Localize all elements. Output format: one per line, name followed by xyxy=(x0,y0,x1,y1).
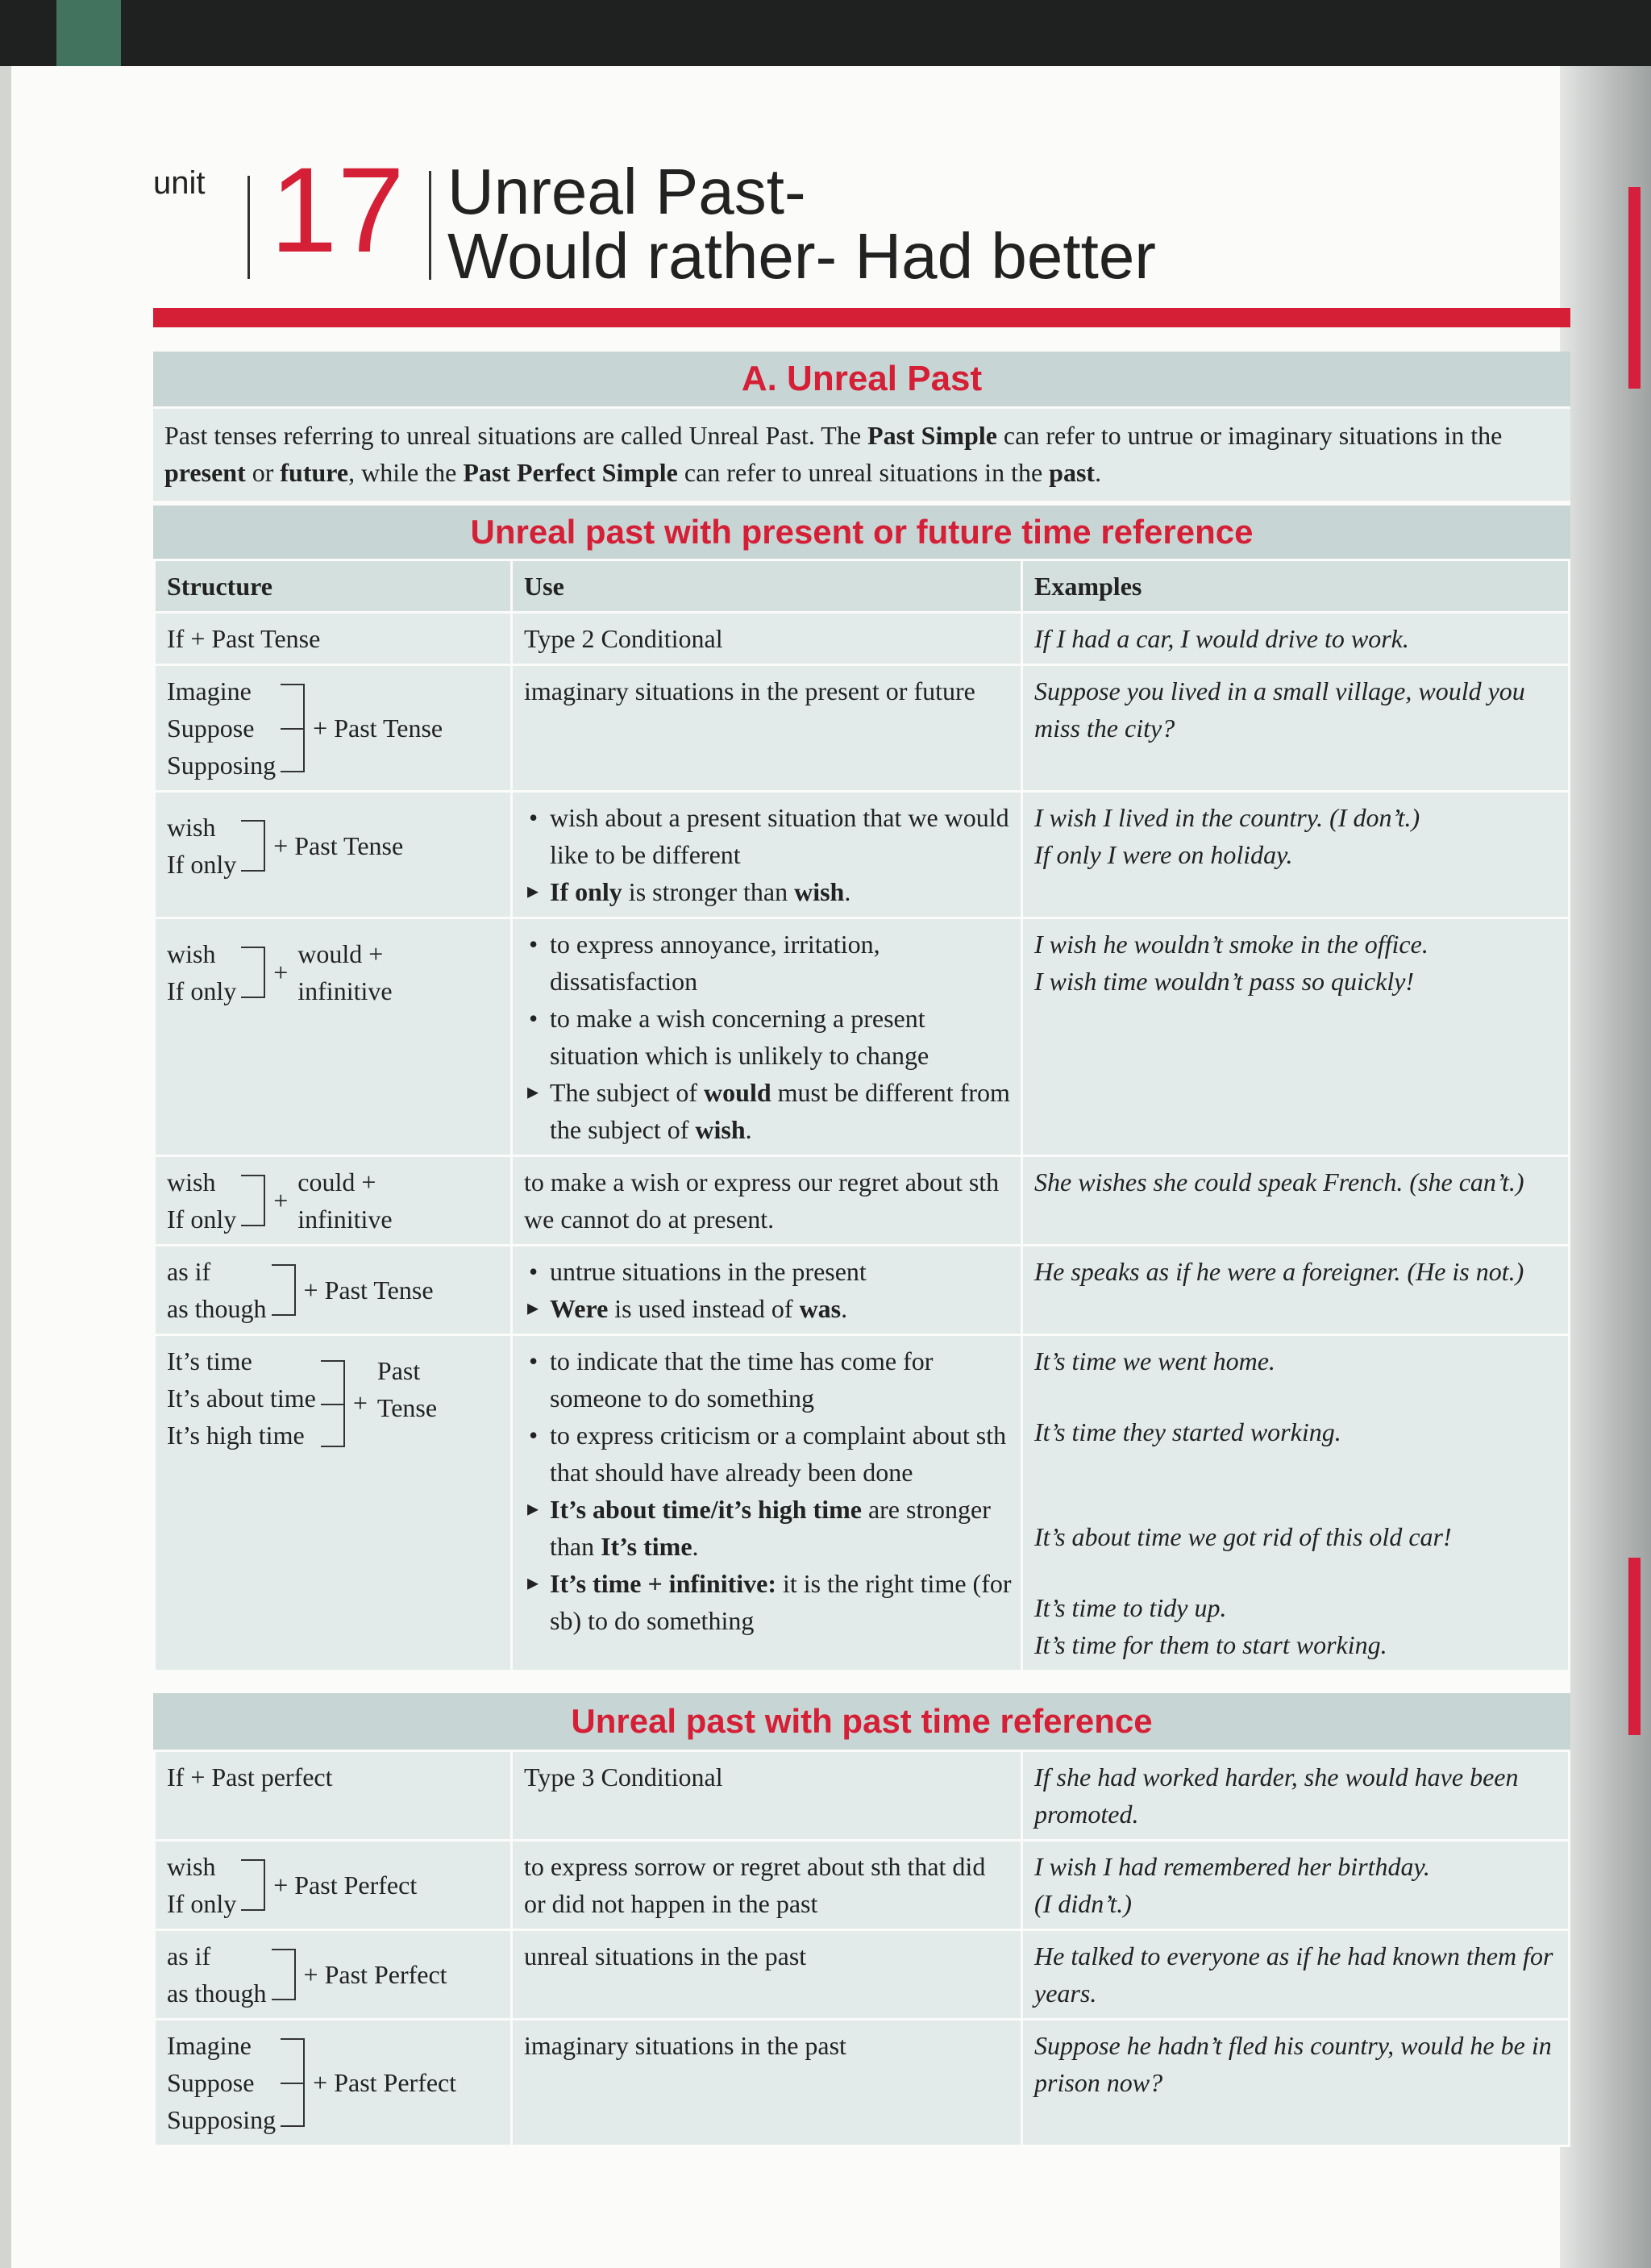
note-text: are stronger than xyxy=(550,1495,991,1561)
example-cell: Suppose he hadn’t fled his country, would he be in prison now? xyxy=(1022,2020,1570,2146)
structure-bracket-group xyxy=(167,1163,502,1238)
structure-word: Imagine xyxy=(167,2031,252,2060)
use-bullet: • to express criticism or a complaint about sth that should have already been done xyxy=(524,1417,1013,1491)
use-cell: to express sorrow or regret about sth that did or did not happen in the past xyxy=(512,1841,1022,1930)
structure-bracket-group xyxy=(167,672,502,784)
structure-bracket-group xyxy=(167,935,502,1009)
use-cell xyxy=(512,1335,1022,1671)
structure-word: If only xyxy=(167,850,237,879)
example-cell: If I had a car, I would drive to work. xyxy=(1022,613,1570,665)
col-header-examples: Examples xyxy=(1022,560,1570,613)
note-text: . xyxy=(692,1532,699,1561)
unit-divider-left xyxy=(247,176,250,279)
structure-word: It’s time xyxy=(167,1346,252,1375)
structure-cell xyxy=(155,1156,512,1246)
page-gutter-shadow xyxy=(1560,66,1651,2268)
intro-bold: past xyxy=(1049,458,1096,487)
table-past xyxy=(153,1750,1570,2147)
unit-content xyxy=(153,352,1570,2147)
note-bold: Were xyxy=(550,1294,609,1323)
intro-bold: Past Simple xyxy=(867,421,997,450)
plus-sign: + xyxy=(273,1186,289,1215)
example-cell xyxy=(1022,918,1570,1156)
structure-tense: + Past Tense xyxy=(273,831,404,860)
note-text: . xyxy=(844,877,851,906)
note-text: it is the right time (for sb) to do something xyxy=(550,1569,1012,1635)
section-a-heading: A. Unreal Past xyxy=(153,352,1570,406)
example-cell: If she had worked harder, she would have been promoted. xyxy=(1022,1751,1570,1841)
table-row xyxy=(155,918,1570,1156)
example-line: I wish he wouldn’t smoke in the office. xyxy=(1034,930,1429,959)
structure-bracket-group xyxy=(167,1342,502,1459)
example-cell xyxy=(1022,1841,1570,1930)
bracket-shape xyxy=(241,1175,265,1226)
use-bullet: • untrue situations in the present xyxy=(524,1253,1013,1290)
intro-text: can refer to unreal situations in the xyxy=(677,458,1050,487)
note-bold: It’s about time/it’s high time xyxy=(550,1495,862,1524)
structure-word: It’s high time xyxy=(167,1421,305,1450)
example-cell: He talked to everyone as if he had known them for years. xyxy=(1022,1930,1570,2020)
col-header-use: Use xyxy=(512,560,1022,613)
structure-cell xyxy=(155,792,512,918)
structure-cell xyxy=(155,1841,512,1930)
use-cell: imaginary situations in the present or future xyxy=(512,665,1022,792)
structure-tense: + Past Tense xyxy=(313,714,443,743)
note-bold: wish xyxy=(695,1115,746,1144)
example-line: It’s time to tidy up. xyxy=(1034,1593,1227,1622)
note-text: The subject of xyxy=(550,1078,705,1107)
structure-word: wish xyxy=(167,813,216,842)
structure-cell xyxy=(155,1335,512,1671)
use-note xyxy=(524,1074,1013,1148)
table-header-row xyxy=(155,560,1570,613)
structure-tense: + Past Perfect xyxy=(303,1960,447,1989)
unit-divider-right xyxy=(429,171,431,280)
plus-sign: + xyxy=(273,958,289,987)
note-text: is stronger than xyxy=(622,877,795,906)
example-line: I wish I lived in the country. (I don’t.) xyxy=(1034,803,1420,832)
structure-word: Imagine xyxy=(167,676,252,705)
structure-bracket-group xyxy=(167,1253,502,1327)
structure-tense: could + xyxy=(297,1167,376,1196)
table-row xyxy=(155,2020,1570,2146)
structure-tense: infinitive xyxy=(297,976,393,1005)
col-header-structure: Structure xyxy=(155,560,512,613)
note-text: . xyxy=(745,1115,752,1144)
use-cell: Type 2 Conditional xyxy=(512,613,1022,665)
note-text: must be different from the subject of xyxy=(550,1078,1010,1144)
structure-word: Suppose xyxy=(167,2068,255,2097)
scan-top-edge xyxy=(0,0,1651,66)
bracket-shape xyxy=(321,1360,345,1447)
structure-tense: + Past Tense xyxy=(303,1275,434,1305)
book-spine xyxy=(56,0,121,66)
structure-cell xyxy=(155,2020,512,2146)
structure-word: It’s about time xyxy=(167,1384,316,1413)
use-note xyxy=(524,1290,1013,1327)
structure-bracket-group xyxy=(167,1937,502,2012)
page-title xyxy=(447,156,1156,292)
structure-cell xyxy=(155,1246,512,1335)
example-line: (I didn’t.) xyxy=(1034,1889,1132,1918)
note-bold: wish xyxy=(794,877,845,906)
use-bullet: • to indicate that the time has come for someone to do something xyxy=(524,1342,1013,1417)
bracket-shape xyxy=(241,1859,265,1911)
intro-text: . xyxy=(1095,458,1102,487)
intro-text: or xyxy=(245,458,281,487)
structure-word: Supposing xyxy=(167,751,277,780)
bracket-shape xyxy=(272,1264,296,1316)
example-cell: She wishes she could speak French. (she can’t.) xyxy=(1022,1156,1570,1246)
use-note xyxy=(524,1565,1013,1639)
example-cell: Suppose you lived in a small village, would you miss the city? xyxy=(1022,665,1570,792)
table2-heading: Unreal past with past time reference xyxy=(153,1693,1570,1750)
structure-tense: would + xyxy=(297,939,384,968)
example-line: If only I were on holiday. xyxy=(1034,840,1293,869)
table-present-future xyxy=(153,559,1570,1672)
intro-text: can refer to untrue or imaginary situations in the xyxy=(996,421,1503,450)
intro-bold: Past Perfect Simple xyxy=(463,458,678,487)
note-bold: It’s time xyxy=(601,1532,692,1561)
table-row xyxy=(155,665,1570,792)
structure-word: as if xyxy=(167,1257,211,1286)
bracket-shape xyxy=(272,1949,296,2000)
next-page-red-tab xyxy=(1628,187,1641,389)
plus-sign: + xyxy=(352,1388,368,1417)
table-row xyxy=(155,1335,1570,1671)
intro-text: Past tenses referring to unreal situations are called Unreal Past. The xyxy=(164,421,868,450)
use-bullet: • to express annoyance, irritation, dissatisfaction xyxy=(524,926,1013,1000)
use-note xyxy=(524,873,1013,910)
use-note xyxy=(524,1491,1013,1565)
table-row xyxy=(155,1841,1570,1930)
example-line: It’s time they started working. xyxy=(1034,1417,1341,1446)
intro-bold: future xyxy=(280,458,349,487)
use-cell xyxy=(512,1246,1022,1335)
bracket-shape xyxy=(281,2038,305,2127)
use-cell: Type 3 Conditional xyxy=(512,1751,1022,1841)
structure-tense: Past xyxy=(376,1356,421,1385)
unit-label: unit xyxy=(153,165,206,201)
structure-tense: + Past Perfect xyxy=(313,2068,457,2097)
use-cell xyxy=(512,792,1022,918)
example-line: It’s about time we got rid of this old car! xyxy=(1034,1522,1452,1551)
note-bold: It’s time + infinitive: xyxy=(550,1569,776,1598)
structure-bracket-group xyxy=(167,2027,502,2138)
note-bold: If only xyxy=(550,877,622,906)
example-line: It’s time we went home. xyxy=(1034,1346,1275,1375)
structure-word: as if xyxy=(167,1941,211,1970)
use-cell: unreal situations in the past xyxy=(512,1930,1022,2020)
structure-cell xyxy=(155,665,512,792)
use-bullet: • wish about a present situation that we would like to be different xyxy=(524,799,1013,873)
bracket-shape xyxy=(241,820,265,872)
table-row xyxy=(155,1751,1570,1841)
structure-word: If only xyxy=(167,1205,237,1234)
use-cell: to make a wish or express our regret about sth we cannot do at present. xyxy=(512,1156,1022,1246)
note-text: is used instead of xyxy=(608,1294,800,1323)
bracket-shape xyxy=(241,947,265,998)
intro-text: , while the xyxy=(348,458,464,487)
note-bold: would xyxy=(704,1078,771,1107)
next-page-red-tab-lower xyxy=(1628,1558,1641,1735)
structure-word: If only xyxy=(167,1889,237,1918)
title-line-2: Would rather- Had better xyxy=(447,220,1156,292)
structure-word: wish xyxy=(167,1167,216,1196)
structure-word: If only xyxy=(167,976,237,1005)
structure-word: Supposing xyxy=(167,2105,277,2134)
structure-tense: infinitive xyxy=(297,1205,393,1234)
structure-word: as though xyxy=(167,1979,267,2008)
use-cell xyxy=(512,918,1022,1156)
section-a-intro xyxy=(153,406,1570,501)
example-cell xyxy=(1022,1335,1570,1671)
structure-word: as though xyxy=(167,1294,267,1323)
note-bold: was xyxy=(799,1294,842,1323)
example-line: It’s time for them to start working. xyxy=(1034,1630,1387,1659)
example-line: I wish time wouldn’t pass so quickly! xyxy=(1034,967,1415,996)
use-cell: imaginary situations in the past xyxy=(512,2020,1022,2146)
structure-cell: If + Past Tense xyxy=(155,613,512,665)
structure-tense: Tense xyxy=(376,1393,438,1422)
table-row xyxy=(155,1246,1570,1335)
structure-word: wish xyxy=(167,939,216,968)
note-text: . xyxy=(841,1294,848,1323)
structure-cell xyxy=(155,1930,512,2020)
example-cell: He speaks as if he were a foreigner. (He is not.) xyxy=(1022,1246,1570,1335)
title-line-1: Unreal Past- xyxy=(447,156,806,227)
structure-cell xyxy=(155,918,512,1156)
example-line: I wish I had remembered her birthday. xyxy=(1034,1852,1430,1881)
bracket-shape xyxy=(281,684,305,772)
table-row xyxy=(155,613,1570,665)
structure-word: wish xyxy=(167,1852,216,1881)
structure-tense: + Past Perfect xyxy=(273,1871,418,1900)
structure-cell: If + Past perfect xyxy=(155,1751,512,1841)
title-rule xyxy=(153,308,1570,327)
table-row xyxy=(155,1156,1570,1246)
structure-bracket-group xyxy=(167,1848,502,1922)
unit-number: 17 xyxy=(270,142,405,277)
use-bullet: • to make a wish concerning a present situation which is unlikely to change xyxy=(524,1000,1013,1074)
table-row xyxy=(155,1930,1570,2020)
scan-left-edge xyxy=(0,66,11,2268)
table-row xyxy=(155,792,1570,918)
table1-heading: Unreal past with present or future time reference xyxy=(153,501,1570,559)
structure-bracket-group xyxy=(167,809,502,883)
intro-bold: present xyxy=(164,458,246,487)
structure-word: Suppose xyxy=(167,714,255,743)
example-cell xyxy=(1022,792,1570,918)
